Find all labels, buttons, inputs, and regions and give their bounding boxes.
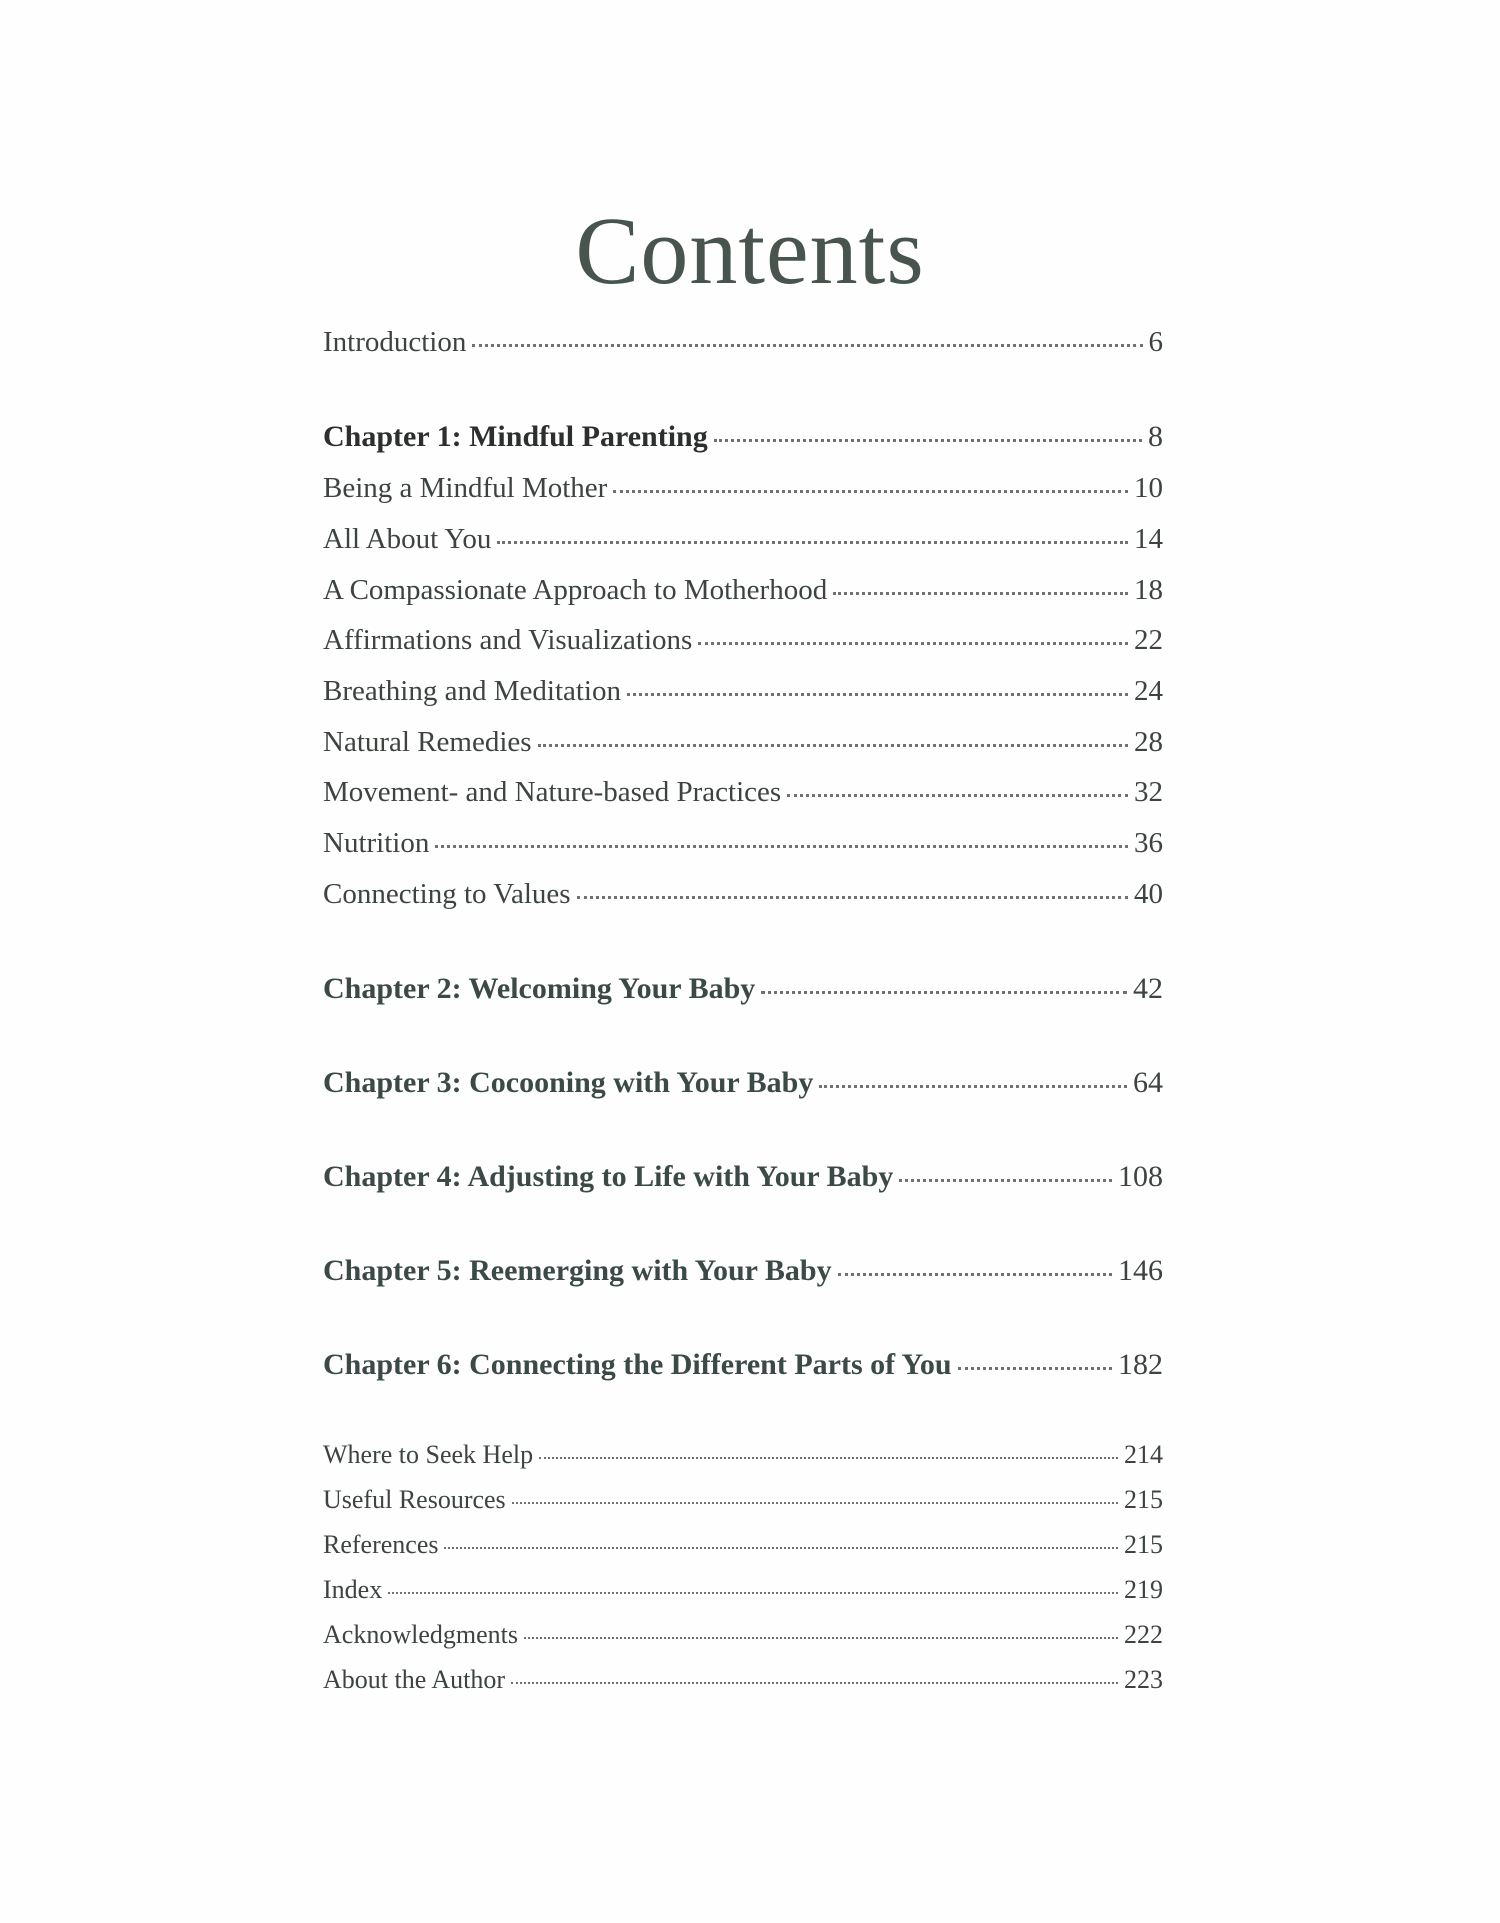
toc-back-matter	[323, 1575, 1163, 1605]
toc-back-label: Where to Seek Help	[323, 1440, 534, 1469]
toc-section-page: 28	[1134, 726, 1163, 758]
toc-section-page: 40	[1134, 878, 1163, 910]
toc-chapter-label: Chapter 4: Adjusting to Life with Your Baby	[323, 1160, 894, 1193]
toc-section	[323, 827, 1163, 860]
toc-section-label: Affirmations and Visualizations	[323, 624, 693, 656]
toc-back-matter	[323, 1485, 1163, 1515]
toc-chapter-4	[323, 1160, 1163, 1194]
dot-leader	[539, 1457, 1118, 1459]
toc-back-page: 222	[1124, 1620, 1163, 1649]
toc-back-page: 214	[1124, 1440, 1163, 1469]
toc-back-matter	[323, 1665, 1163, 1695]
toc-section	[323, 574, 1163, 607]
toc-back-label: About the Author	[323, 1665, 505, 1694]
toc-section-label: A Compassionate Approach to Motherhood	[323, 574, 828, 606]
toc-section	[323, 624, 1163, 657]
dot-leader	[714, 439, 1142, 442]
toc-back-label: Index	[323, 1575, 383, 1604]
toc-chapter-label: Chapter 1: Mindful Parenting	[323, 420, 708, 453]
toc-section	[323, 472, 1163, 505]
toc-chapter-page: 8	[1148, 420, 1163, 453]
toc-chapter-6	[323, 1348, 1163, 1382]
toc-back-label: References	[323, 1530, 439, 1559]
toc-entry-page: 6	[1148, 326, 1163, 358]
dot-leader	[899, 1179, 1112, 1182]
dot-leader	[787, 794, 1128, 797]
dot-leader	[472, 344, 1142, 347]
toc-back-matter	[323, 1440, 1163, 1470]
toc-section	[323, 776, 1163, 809]
toc-back-page: 223	[1124, 1665, 1163, 1694]
toc-section-label: Breathing and Meditation	[323, 675, 621, 707]
dot-leader	[435, 845, 1128, 848]
toc-section-page: 10	[1134, 472, 1163, 504]
dot-leader	[698, 642, 1128, 645]
toc-chapter-page: 108	[1118, 1160, 1163, 1193]
toc-section-page: 22	[1134, 624, 1163, 656]
dot-leader	[388, 1592, 1118, 1594]
toc-chapter-label: Chapter 2: Welcoming Your Baby	[323, 972, 756, 1005]
toc-section-label: Connecting to Values	[323, 878, 571, 910]
toc-section	[323, 675, 1163, 708]
dot-leader	[833, 592, 1128, 595]
dot-leader	[613, 490, 1128, 493]
dot-leader	[538, 744, 1128, 747]
dot-leader	[577, 896, 1128, 899]
toc-back-page: 215	[1124, 1530, 1163, 1559]
toc-chapter-3	[323, 1066, 1163, 1100]
dot-leader	[819, 1085, 1127, 1088]
toc-chapter-page: 64	[1133, 1066, 1163, 1099]
dot-leader	[524, 1637, 1118, 1639]
dot-leader	[958, 1367, 1112, 1370]
dot-leader	[627, 693, 1128, 696]
page-title: Contents	[575, 197, 925, 304]
toc-section-page: 18	[1134, 574, 1163, 606]
toc-chapter-page: 42	[1133, 972, 1163, 1005]
toc-section	[323, 878, 1163, 911]
dot-leader	[444, 1547, 1118, 1549]
toc-back-page: 215	[1124, 1485, 1163, 1514]
toc-section-label: Nutrition	[323, 827, 430, 859]
toc-chapter-page: 182	[1118, 1348, 1163, 1381]
toc-entry-introduction	[323, 326, 1163, 359]
toc-chapter-2	[323, 972, 1163, 1006]
toc-chapter-label: Chapter 5: Reemerging with Your Baby	[323, 1254, 832, 1287]
toc-section-page: 36	[1134, 827, 1163, 859]
dot-leader	[761, 991, 1127, 994]
toc-entry-label: Introduction	[323, 326, 467, 358]
toc-section	[323, 726, 1163, 759]
dot-leader	[838, 1273, 1112, 1276]
toc-back-label: Useful Resources	[323, 1485, 506, 1514]
toc-section-label: Being a Mindful Mother	[323, 472, 608, 504]
dot-leader	[497, 541, 1128, 544]
toc-chapter-page: 146	[1118, 1254, 1163, 1287]
toc-chapter-label: Chapter 6: Connecting the Different Parts of You	[323, 1348, 952, 1381]
toc-section	[323, 523, 1163, 556]
dot-leader	[511, 1682, 1118, 1684]
toc-section-page: 14	[1134, 523, 1163, 555]
toc-back-matter	[323, 1530, 1163, 1560]
toc-section-label: All About You	[323, 523, 492, 555]
toc-chapter-1	[323, 420, 1163, 454]
toc-chapter-label: Chapter 3: Cocooning with Your Baby	[323, 1066, 814, 1099]
toc-section-page: 24	[1134, 675, 1163, 707]
toc-section-label: Natural Remedies	[323, 726, 532, 758]
dot-leader	[512, 1502, 1118, 1504]
toc-section-label: Movement- and Nature-based Practices	[323, 776, 782, 808]
toc-section-page: 32	[1134, 776, 1163, 808]
toc-back-page: 219	[1124, 1575, 1163, 1604]
toc-back-matter	[323, 1620, 1163, 1650]
toc-back-label: Acknowledgments	[323, 1620, 518, 1649]
toc-chapter-5	[323, 1254, 1163, 1288]
